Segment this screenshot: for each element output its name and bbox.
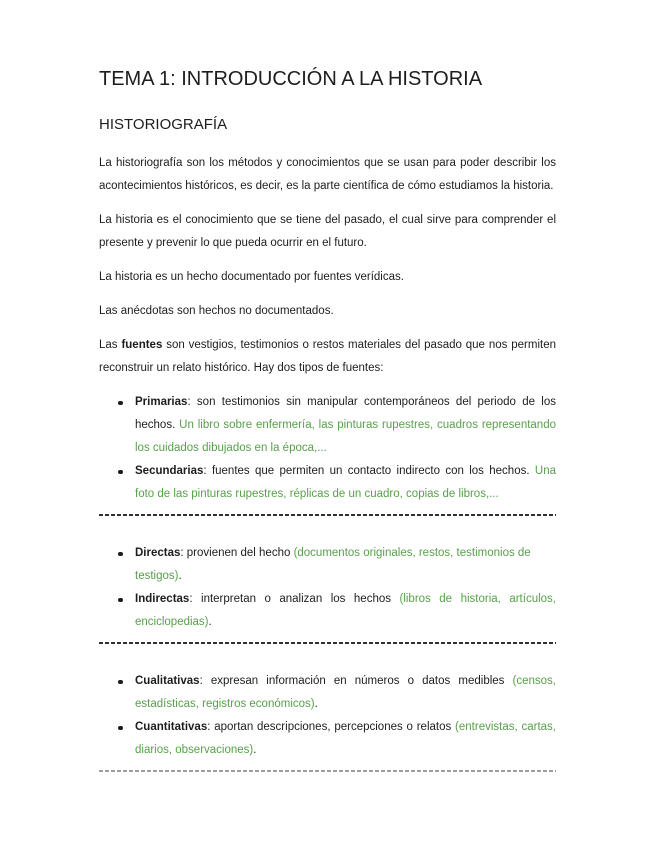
example-text: (censos, estadísticas, registros económicos) [135, 675, 556, 710]
paragraph-fuentes [99, 334, 556, 380]
tail-text: . [208, 616, 212, 628]
example-text: (entrevistas, cartas, diarios, observaciones) [135, 721, 556, 756]
dashed-separator [99, 642, 556, 644]
bold-term: Directas [135, 547, 181, 559]
example-text: Un libro sobre enfermería, las pinturas rupestres, cuadros representando los cuidados dibujados en la época,... [135, 419, 556, 454]
bold-term: fuentes [121, 339, 163, 351]
bold-term: Primarias [135, 396, 188, 408]
list-item-primarias [99, 391, 556, 460]
description-text: : provienen del hecho [180, 547, 294, 559]
bold-term: Cuantitativas [135, 721, 208, 733]
bold-term: Cualitativas [135, 675, 200, 687]
text-segment: Las [99, 339, 122, 351]
tail-text: . [178, 570, 182, 582]
paragraph-historiografia: La historiografía son los métodos y conocimientos que se usan para poder describir los acontecimientos históricos, es decir, es la parte científica de cómo estudiamos la historia. [99, 157, 556, 192]
example-text: (documentos originales, restos, testimonios de testigos) [135, 547, 531, 582]
bullet-list-naturaleza [99, 670, 556, 762]
example-text: Una foto de las pinturas rupestres, réplicas de un cuadro, copias de libros,... [135, 465, 556, 500]
list-item-cuantitativas [99, 716, 556, 762]
paragraph-hecho-documentado: La historia es un hecho documentado por fuentes verídicas. [99, 271, 404, 283]
dashed-separator [99, 770, 556, 772]
text-segment: son vestigios, testimonios o restos materiales del pasado que nos permiten reconstruir un relato histórico. Hay dos tipos de fuentes: [99, 339, 556, 374]
description-text: : interpretan o analizan los hechos [189, 593, 400, 605]
bold-term: Indirectas [135, 593, 190, 605]
list-item-cualitativas [99, 670, 556, 716]
bullet-list-origen [99, 542, 556, 634]
example-text: (libros de historia, artículos, enciclopedias) [135, 593, 556, 628]
tail-text: . [314, 698, 318, 710]
list-item-directas [99, 542, 556, 588]
description-text: : son testimonios sin manipular contemporáneos del periodo de los hechos. [135, 396, 556, 431]
tail-text: . [253, 744, 257, 756]
description-text: : expresan información en números o datos medibles [199, 675, 513, 687]
description-text: : fuentes que permiten un contacto indirecto con los hechos. [203, 465, 535, 477]
paragraph-anecdotas: Las anécdotas son hechos no documentados. [99, 305, 334, 317]
dashed-separator [99, 514, 556, 516]
list-item-indirectas [99, 588, 556, 634]
section-heading: HISTORIOGRAFÍA [99, 116, 228, 133]
bold-term: Secundarias [135, 465, 204, 477]
paragraph-historia: La historia es el conocimiento que se tiene del pasado, el cual sirve para comprender el presente y prevenir lo que pueda ocurrir en el futuro. [99, 214, 556, 249]
list-item-secundarias [99, 460, 556, 506]
page-title: TEMA 1: INTRODUCCIÓN A LA HISTORIA [99, 68, 483, 90]
description-text: : aportan descripciones, percepciones o relatos [207, 721, 456, 733]
bullet-list-tipos-de-fuentes [99, 391, 556, 506]
